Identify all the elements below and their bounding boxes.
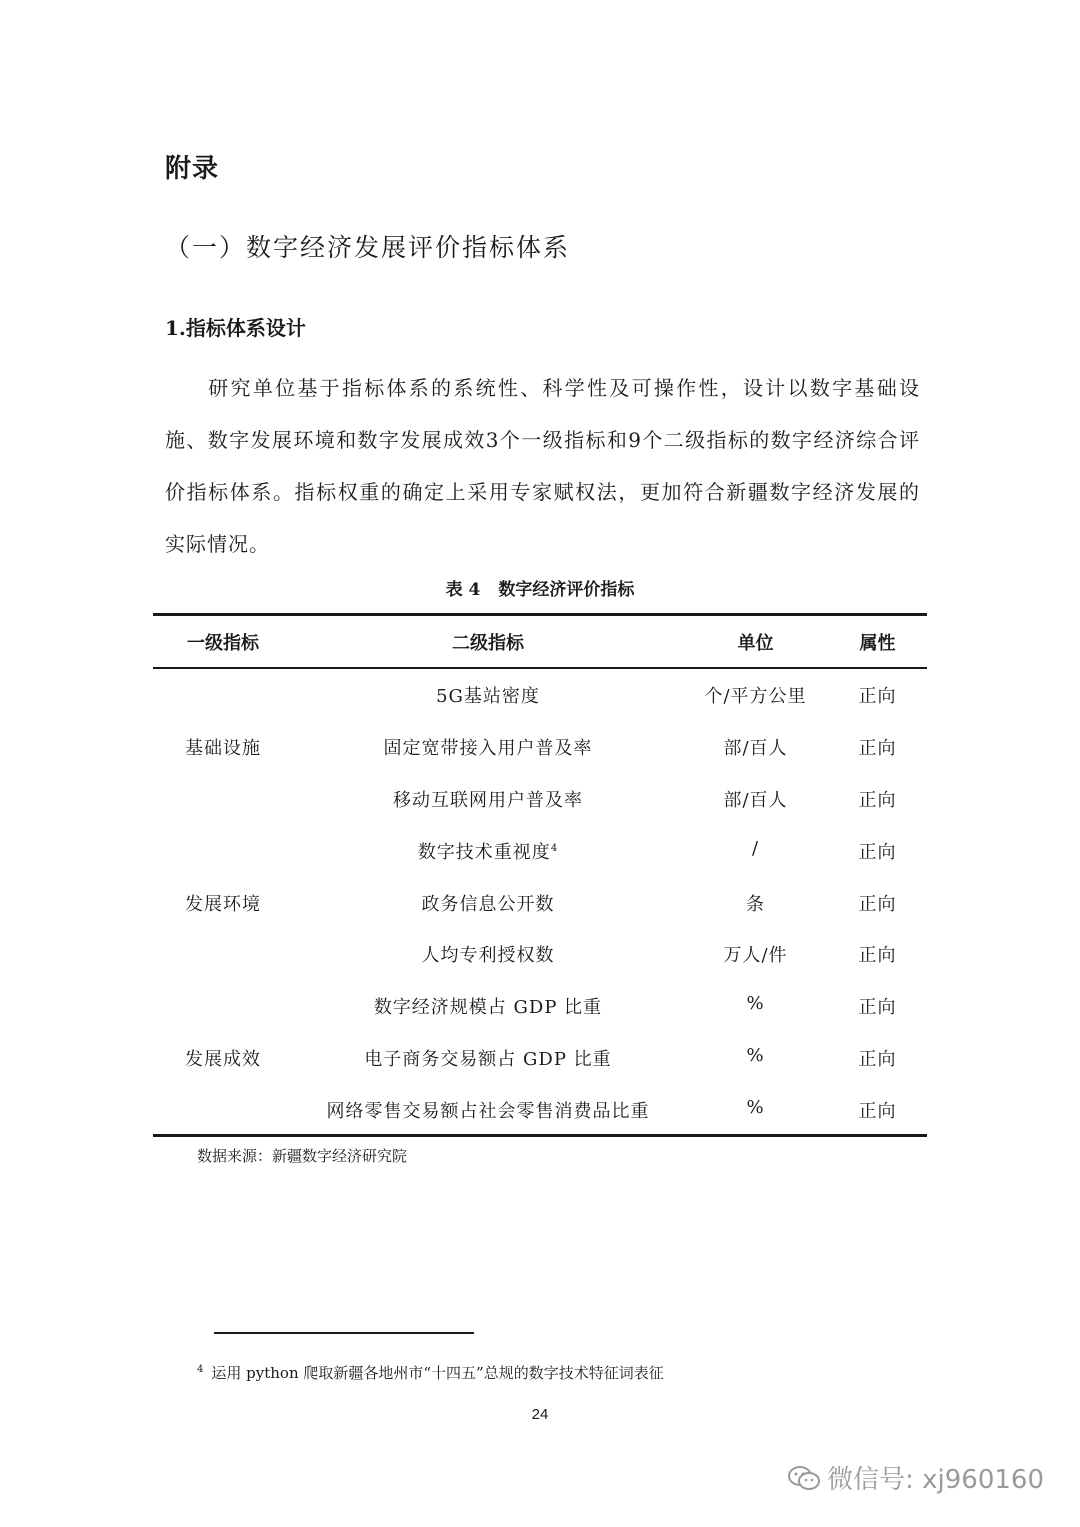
table-caption-title: 数字经济评价指标 (498, 580, 635, 600)
row-attribute: 正向 (858, 790, 897, 811)
row-indicator: 电子商务交易额占 GDP 比重 (364, 1049, 612, 1070)
table-caption-label: 表 4 (445, 580, 481, 600)
header-attribute: 属性 (859, 633, 896, 654)
header-level2: 二级指标 (452, 633, 524, 654)
table-caption (0, 575, 1080, 600)
row-indicator: 数字经济规模占 GDP 比重 (373, 997, 603, 1018)
wechat-icon (787, 1464, 821, 1492)
group-label: 发展环境 (185, 894, 261, 915)
footnote-ref[interactable]: 4 (550, 843, 559, 854)
row-attribute: 正向 (858, 1049, 897, 1070)
group-label: 发展成效 (185, 1049, 261, 1070)
row-indicator: 5G基站密度 (436, 686, 540, 707)
body-paragraph (165, 362, 920, 570)
row-indicator: 固定宽带接入用户普及率 (383, 738, 593, 759)
row-attribute: 正向 (858, 1101, 897, 1122)
row-unit: 万人/件 (723, 945, 788, 966)
wechat-watermark (787, 1459, 1044, 1496)
row-indicator: 移动互联网用户普及率 (393, 790, 583, 811)
row-indicator (293, 838, 683, 864)
row-unit: 部/百人 (723, 790, 788, 811)
body-paragraph-text: 研究单位基于指标体系的系统性、科学性及可操作性，设计以数字基础设施、数字发展环境和数字发展成效3个一级指标和9个二级指标的数字经济综合评价指标体系。指标权重的确定上采用专家赋权法，更加符合新疆数字经济发展的实际情况。 (165, 376, 920, 556)
watermark-text: 微信号: xj960160 (827, 1465, 1044, 1495)
row-indicator: 人均专利授权数 (421, 945, 555, 966)
footnote-text: 运用 python 爬取新疆各地州市“十四五”总规的数字技术特征词表征 (211, 1364, 664, 1382)
row-unit: % (746, 993, 765, 1014)
table-header-rule (153, 667, 927, 669)
row-attribute: 正向 (858, 842, 897, 863)
row-indicator-text: 数字技术重视度 (417, 842, 551, 863)
row-attribute: 正向 (858, 738, 897, 759)
table-bottom-rule (153, 1134, 927, 1137)
row-unit: % (746, 1097, 765, 1118)
footnote-separator (214, 1332, 474, 1334)
section-title: （一）数字经济发展评价指标体系 (165, 233, 571, 262)
row-indicator: 网络零售交易额占社会零售消费品比重 (326, 1101, 650, 1122)
table-source-note: 数据来源：新疆数字经济研究院 (197, 1147, 408, 1165)
subsection-title: 1.指标体系设计 (165, 316, 306, 340)
row-indicator: 政务信息公开数 (421, 894, 555, 915)
row-unit: % (746, 1045, 765, 1066)
table-top-rule (153, 613, 927, 616)
page-number: 24 (531, 1406, 549, 1423)
row-unit: 条 (746, 894, 765, 915)
row-unit: / (751, 838, 760, 859)
appendix-title: 附录 (165, 154, 220, 184)
row-attribute: 正向 (858, 997, 897, 1018)
footnote (197, 1362, 664, 1383)
header-level1: 一级指标 (187, 633, 259, 654)
row-attribute: 正向 (858, 686, 897, 707)
row-attribute: 正向 (858, 894, 897, 915)
group-label: 基础设施 (185, 738, 261, 759)
footnote-mark: 4 (197, 1364, 204, 1375)
row-unit: 部/百人 (723, 738, 788, 759)
header-unit: 单位 (737, 633, 774, 654)
row-attribute: 正向 (858, 945, 897, 966)
row-unit: 个/平方公里 (704, 686, 807, 707)
